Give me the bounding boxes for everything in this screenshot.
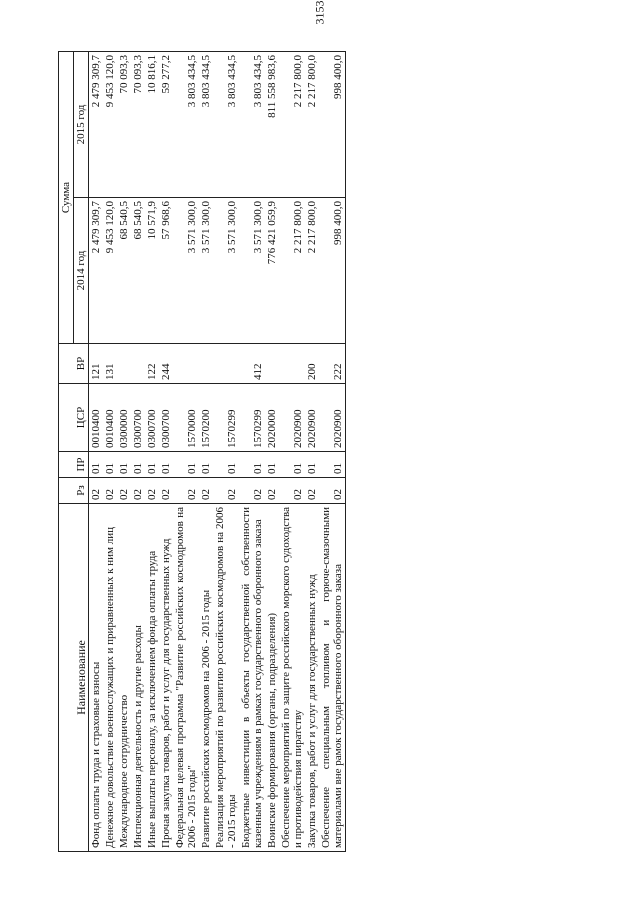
row-vr: 244	[159, 344, 173, 384]
row-csr: 1570299	[213, 384, 239, 452]
table-row	[173, 52, 199, 852]
row-vr: 122	[145, 344, 159, 384]
row-csr: 0010400	[103, 384, 117, 452]
row-pr: 01	[131, 452, 145, 478]
row-name: Закупка товаров, работ и услуг для государственных нужд	[305, 504, 319, 852]
row-csr: 2020900	[319, 384, 346, 452]
row-vr	[117, 344, 131, 384]
row-sum-2015: 3 803 434,5	[213, 52, 239, 198]
row-sum-2014: 9 453 120,0	[103, 198, 117, 344]
table-row	[279, 52, 305, 852]
row-vr	[279, 344, 305, 384]
row-sum-2014: 10 571,9	[145, 198, 159, 344]
row-csr: 2020000	[265, 384, 279, 452]
row-vr	[173, 344, 199, 384]
row-sum-2015: 3 803 434,5	[239, 52, 265, 198]
row-sum-2015: 2 479 309,7	[89, 52, 104, 198]
row-name: Фонд оплаты труда и страховые взносы	[89, 504, 104, 852]
row-sum-2014: 998 400,0	[319, 198, 346, 344]
header-2015: 2015 год	[74, 52, 89, 198]
row-sum-2014: 3 571 300,0	[173, 198, 199, 344]
row-name: Международное сотрудничество	[117, 504, 131, 852]
row-rz: 02	[131, 478, 145, 504]
table-body	[89, 52, 346, 852]
table-row	[89, 52, 104, 852]
row-sum-2015: 2 217 800,0	[305, 52, 319, 198]
row-pr: 01	[319, 452, 346, 478]
row-sum-2014: 3 571 300,0	[213, 198, 239, 344]
row-sum-2014: 3 571 300,0	[199, 198, 213, 344]
header-csr: ЦСР	[59, 384, 89, 452]
header-sum: Сумма	[59, 52, 74, 344]
row-sum-2015: 811 558 983,6	[265, 52, 279, 198]
row-rz: 02	[159, 478, 173, 504]
row-sum-2015: 9 453 120,0	[103, 52, 117, 198]
row-vr: 412	[239, 344, 265, 384]
row-name: Бюджетные инвестиции в объекты государственной собственности казенным учреждениям в рамках государственного оборонного заказа	[239, 504, 265, 852]
row-pr: 01	[305, 452, 319, 478]
table-row	[239, 52, 265, 852]
header-vr: ВР	[59, 344, 89, 384]
row-pr: 01	[89, 452, 104, 478]
header-2014: 2014 год	[74, 198, 89, 344]
row-rz: 02	[239, 478, 265, 504]
row-vr	[213, 344, 239, 384]
row-rz: 02	[145, 478, 159, 504]
row-vr: 121	[89, 344, 104, 384]
table-row	[199, 52, 213, 852]
row-sum-2014: 776 421 059,9	[265, 198, 279, 344]
row-csr: 0010400	[89, 384, 104, 452]
row-pr: 01	[173, 452, 199, 478]
row-rz: 02	[89, 478, 104, 504]
header-pr: ПР	[59, 452, 89, 478]
row-sum-2014: 68 540,5	[117, 198, 131, 344]
budget-table-sheet	[58, 52, 583, 852]
row-sum-2015: 998 400,0	[319, 52, 346, 198]
row-pr: 01	[145, 452, 159, 478]
row-pr: 01	[239, 452, 265, 478]
row-csr: 1570299	[239, 384, 265, 452]
row-sum-2014: 2 217 800,0	[305, 198, 319, 344]
budget-table	[58, 51, 346, 852]
row-rz: 02	[265, 478, 279, 504]
row-sum-2014: 68 540,5	[131, 198, 145, 344]
row-name: Реализация мероприятий по развитию российских космодромов на 2006 - 2015 годы	[213, 504, 239, 852]
row-rz: 02	[305, 478, 319, 504]
row-sum-2015: 10 816,1	[145, 52, 159, 198]
table-row	[305, 52, 319, 852]
row-name: Денежное довольствие военнослужащих и приравненных к ним лиц	[103, 504, 117, 852]
row-vr	[265, 344, 279, 384]
row-vr: 131	[103, 344, 117, 384]
row-vr	[199, 344, 213, 384]
row-vr: 222	[319, 344, 346, 384]
row-csr: 1570200	[199, 384, 213, 452]
row-name: Обеспечение специальным топливом и горюче-смазочными материалами вне рамок государственного оборонного заказа	[319, 504, 346, 852]
row-pr: 01	[199, 452, 213, 478]
row-name: Обеспечение мероприятий по защите российского морского судоходства и противодействия пиратству	[279, 504, 305, 852]
row-rz: 02	[199, 478, 213, 504]
row-rz: 02	[213, 478, 239, 504]
table-row	[213, 52, 239, 852]
row-rz: 02	[173, 478, 199, 504]
table-row	[131, 52, 145, 852]
row-csr: 0300700	[145, 384, 159, 452]
header-name: Наименование	[59, 504, 89, 852]
header-rz: Рз	[59, 478, 89, 504]
row-csr: 0300700	[159, 384, 173, 452]
row-pr: 01	[117, 452, 131, 478]
row-sum-2015: 3 803 434,5	[199, 52, 213, 198]
table-row	[103, 52, 117, 852]
table-row	[265, 52, 279, 852]
row-name: Прочая закупка товаров, работ и услуг для государственных нужд	[159, 504, 173, 852]
row-sum-2014: 2 479 309,7	[89, 198, 104, 344]
table-row	[117, 52, 131, 852]
row-pr: 01	[213, 452, 239, 478]
row-vr: 200	[305, 344, 319, 384]
table-row	[319, 52, 346, 852]
page-number: 3153	[312, 0, 327, 25]
row-rz: 02	[319, 478, 346, 504]
row-pr: 01	[279, 452, 305, 478]
row-csr: 0300700	[131, 384, 145, 452]
row-sum-2015: 59 277,2	[159, 52, 173, 198]
table-row	[145, 52, 159, 852]
row-sum-2015: 3 803 434,5	[173, 52, 199, 198]
row-sum-2015: 70 093,3	[131, 52, 145, 198]
row-sum-2015: 70 093,3	[117, 52, 131, 198]
row-csr: 1570000	[173, 384, 199, 452]
row-sum-2014: 2 217 800,0	[279, 198, 305, 344]
row-name: Инспекционная деятельность и другие расходы	[131, 504, 145, 852]
row-name: Развитие российских космодромов на 2006 - 2015 годы	[199, 504, 213, 852]
row-csr: 2020900	[279, 384, 305, 452]
row-sum-2014: 57 968,6	[159, 198, 173, 344]
row-pr: 01	[103, 452, 117, 478]
row-name: Федеральная целевая программа "Развитие российских космодромов на 2006 - 2015 годы"	[173, 504, 199, 852]
row-sum-2015: 2 217 800,0	[279, 52, 305, 198]
table-row	[159, 52, 173, 852]
row-rz: 02	[103, 478, 117, 504]
row-vr	[131, 344, 145, 384]
row-sum-2014: 3 571 300,0	[239, 198, 265, 344]
row-name: Иные выплаты персоналу, за исключением фонда оплаты труда	[145, 504, 159, 852]
row-rz: 02	[279, 478, 305, 504]
row-rz: 02	[117, 478, 131, 504]
row-csr: 2020900	[305, 384, 319, 452]
row-pr: 01	[265, 452, 279, 478]
row-csr: 0300000	[117, 384, 131, 452]
row-name: Воинские формирования (органы, подразделения)	[265, 504, 279, 852]
row-pr: 01	[159, 452, 173, 478]
